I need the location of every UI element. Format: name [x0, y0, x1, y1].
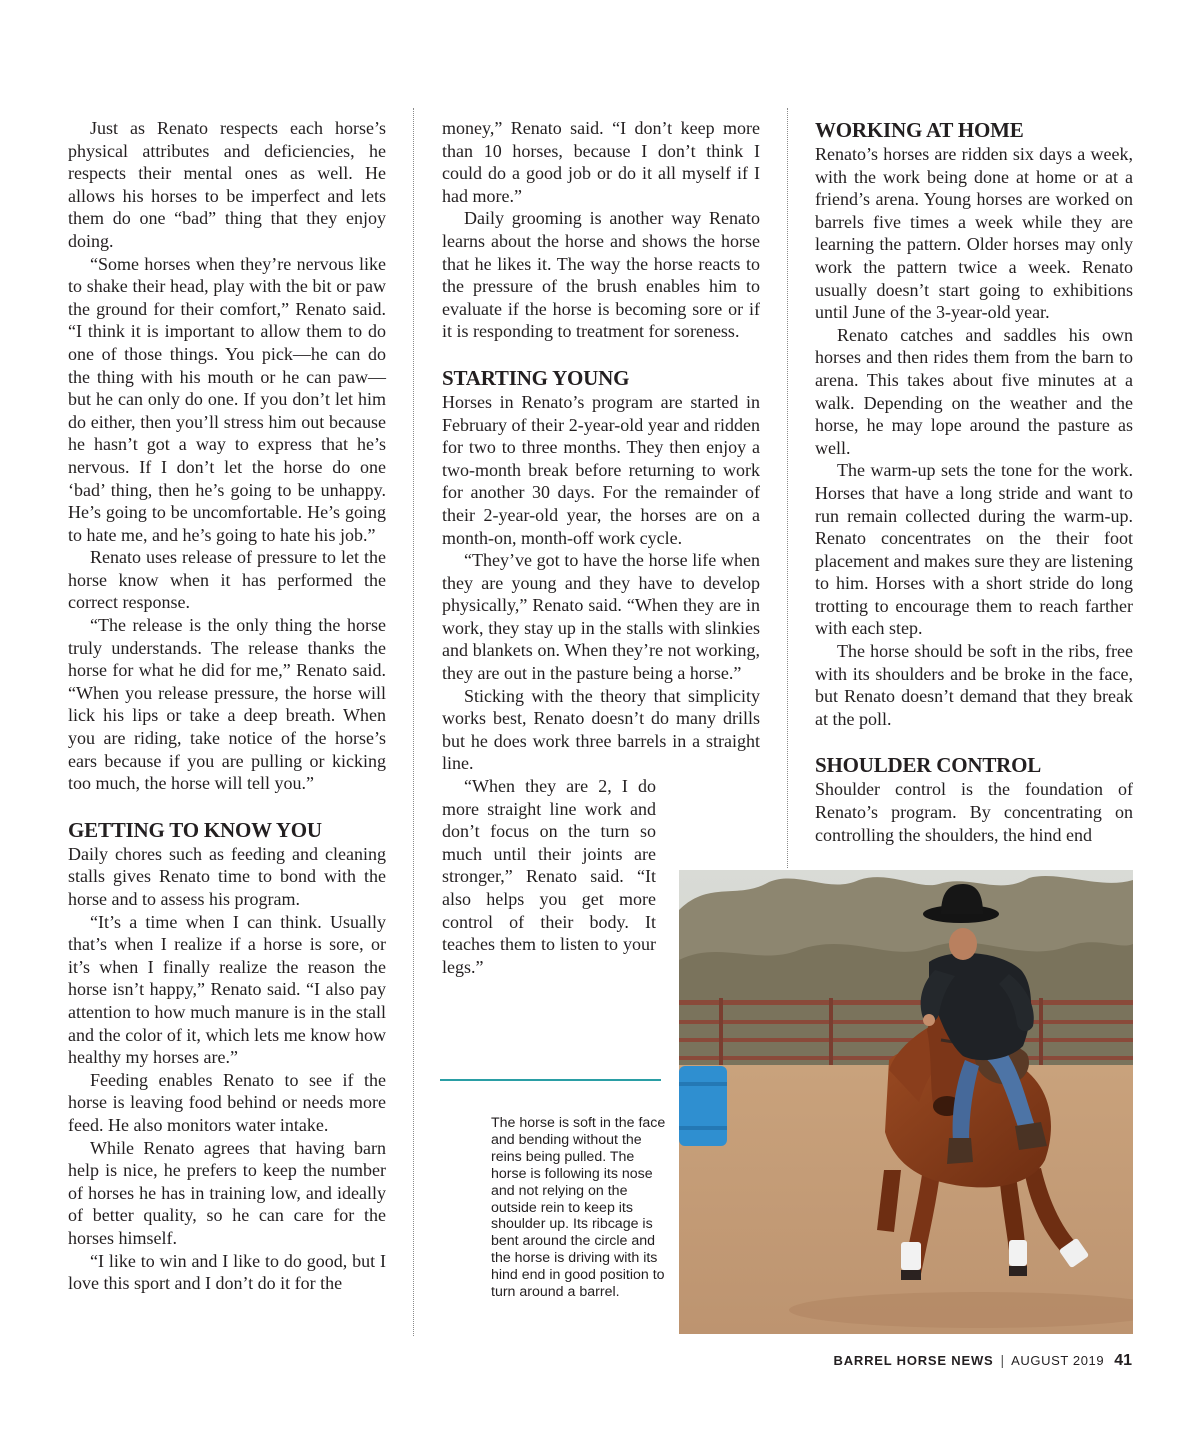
page-footer — [834, 1352, 1133, 1370]
paragraph: Renato uses release of pressure to let the horse know when it has performed the correct response. — [68, 547, 386, 613]
paragraph: Renato catches and saddles his own horses and then rides them from the barn to arena. This takes about five minutes at a walk. Depending on the weather and the horse, he may lope around the pasture as well. — [815, 324, 1133, 458]
section-heading: GETTING TO KNOW YOU — [68, 817, 322, 842]
paragraph: “It’s a time when I can think. Usually that’s when I realize if a horse is sore, or it’s when I finally realize the reason the horse isn’t happy,” Renato said. “I also pay attention to how much manure is in the stall and the color of it, which lets me know how healthy my horses are.” — [68, 911, 386, 1068]
paragraph: Feeding enables Renato to see if the horse is leaving food behind or needs more feed. He also monitors water intake. — [68, 1069, 386, 1135]
photo-caption: The horse is soft in the face and bending without the reins being pulled. The horse is following its nose and not relying on the outside rein to keep its shoulder up. Its ribcage is bent around the circle and the horse is driving with its hind end in good position to turn around a barrel. — [491, 1115, 666, 1301]
article-column-1 — [68, 117, 386, 1295]
section-heading: STARTING YOUNG — [442, 365, 630, 390]
magazine-name: BARREL HORSE NEWS — [833, 1353, 994, 1368]
paragraph: “They’ve got to have the horse life when they are young and they have to develop physically,” Renato said. “When they are in work, they stay up in the stalls with slinkies and blankets on. When they’re not working, they are out in the pasture being a horse.” — [442, 550, 760, 684]
section-heading: WORKING AT HOME — [815, 118, 1024, 142]
paragraph: “Some horses when they’re nervous like to shake their head, play with the bit or paw the ground for their comfort,” Renato said. “I think it is important to allow them to do one of those things. You pick—he can do the thing with his mouth or he can paw—but he can only do one. If you don’t let him do either, then you’ll stress him out because he hasn’t got a way to express that he’s nervous. If I don’t let the horse do one ‘bad’ thing, then he’s going to be unhappy. He’s going to be uncomfortable. He’s going to hate me, and he’s going to hate his job.” — [68, 253, 386, 545]
paragraph: While Renato agrees that having barn help is nice, he prefers to keep the number of horses he has in training low, and ideally of better quality, so he can care for the horses himself. — [68, 1137, 386, 1248]
paragraph: Just as Renato respects each horse’s physical attributes and deficiencies, he respects their mental ones as well. He allows his horses to be imperfect and lets them do one “bad” thing that they enjoy doing. — [68, 118, 386, 251]
paragraph: Shoulder control is the foundation of Renato’s program. By concentrating on controlling the shoulders, the hind end — [815, 779, 1133, 845]
paragraph: Renato’s horses are ridden six days a week, with the work being done at home or at a friend’s arena. Young horses are worked on barrels five times a week while they are learning the pattern. Older horses may only work the pattern twice a week. Renato usually doesn’t start going to exhibitions until June of the 3-year-old year. — [815, 144, 1133, 323]
caption-rule — [440, 1079, 661, 1081]
page-number: 41 — [1114, 1352, 1132, 1369]
paragraph: “When they are 2, I do more straight line work and don’t focus on the turn so much until their joints are stronger,” Renato said. “It also helps you get more control of their body. It teaches them to listen to your legs.” — [442, 776, 656, 977]
article-column-3 — [815, 117, 1133, 846]
section-heading: SHOULDER CONTROL — [815, 753, 1042, 778]
paragraph: “I like to win and I like to do good, but I love this sport and I don’t do it for the — [68, 1250, 386, 1294]
issue-date: AUGUST 2019 — [1011, 1353, 1105, 1368]
paragraph: Daily chores such as feeding and cleaning stalls gives Renato time to bond with the horse and to assess his program. — [68, 843, 386, 909]
article-column-2 — [442, 117, 760, 978]
paragraph: money,” Renato said. “I don’t keep more than 10 horses, because I don’t think I could do a good job or do it all myself if I had more.” — [442, 118, 760, 206]
footer-separator: | — [1000, 1352, 1005, 1368]
column-divider — [787, 108, 788, 868]
paragraph: Sticking with the theory that simplicity works best, Renato doesn’t do many drills but he does work three barrels in a straight line. — [442, 685, 760, 774]
paragraph: Horses in Renato’s program are started in February of their 2-year-old year and ridden for two to three months. They then enjoy a two-month break before returning to work for another 30 days. For the remainder of their 2-year-old year, the horses are on a month-on, month-off work cycle. — [442, 391, 760, 548]
paragraph: Daily grooming is another way Renato learns about the horse and shows the horse that he likes it. The way the horse reacts to the pressure of the brush enables him to evaluate if the horse is becoming sore or if it is responding to treatment for soreness. — [442, 208, 760, 342]
paragraph: “The release is the only thing the horse truly understands. The release thanks the horse for what he did for me,” Renato said. “When you release pressure, the horse will lick his lips or take a deep breath. When you are riding, take notice of the horse’s ears because if you are pulling or kicking too much, the horse will tell you.” — [68, 615, 386, 794]
rider-photo — [679, 870, 1133, 1334]
paragraph: The horse should be soft in the ribs, free with its shoulders and be broke in the face, but Renato doesn’t demand that they break at the poll. — [815, 641, 1133, 729]
column-divider — [413, 108, 414, 1336]
paragraph: The warm-up sets the tone for the work. Horses that have a long stride and want to run remain collected during the warm-up. Renato concentrates on the their foot placement and makes sure they are listening to him. Horses with a short stride do long trotting to encourage them to reach farther with each step. — [815, 460, 1133, 639]
